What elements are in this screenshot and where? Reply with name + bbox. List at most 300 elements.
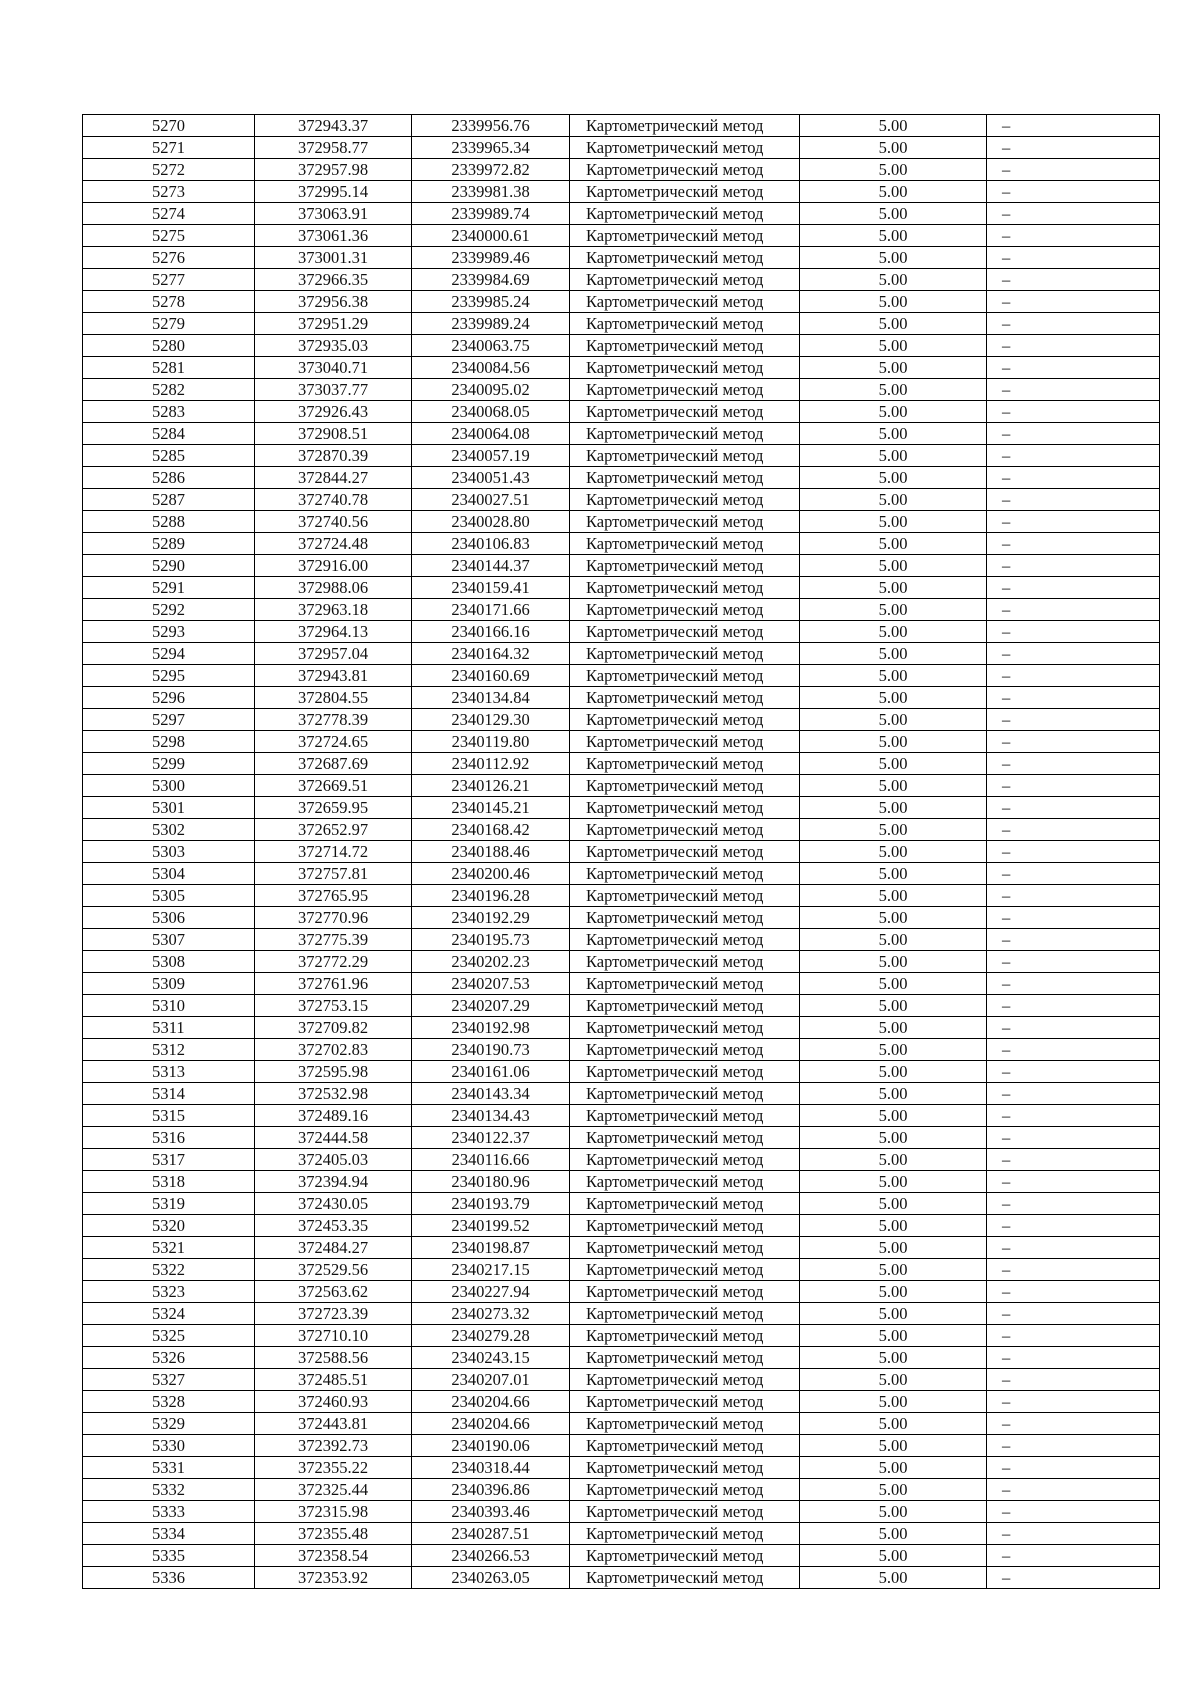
table-row	[83, 401, 1160, 423]
x-coordinate-cell: 372957.04	[255, 643, 412, 665]
table-row	[83, 533, 1160, 555]
accuracy-cell: 5.00	[800, 269, 987, 291]
point-number-cell: 5283	[83, 401, 255, 423]
method-cell: Картометрический метод	[570, 1127, 800, 1149]
accuracy-cell: 5.00	[800, 1215, 987, 1237]
method-cell: Картометрический метод	[570, 1237, 800, 1259]
table-row	[83, 951, 1160, 973]
x-coordinate-cell: 372958.77	[255, 137, 412, 159]
method-cell: Картометрический метод	[570, 841, 800, 863]
point-number-cell: 5313	[83, 1061, 255, 1083]
y-coordinate-cell: 2340129.30	[412, 709, 570, 731]
table-row	[83, 269, 1160, 291]
accuracy-cell: 5.00	[800, 335, 987, 357]
method-cell: Картометрический метод	[570, 1171, 800, 1193]
x-coordinate-cell: 372669.51	[255, 775, 412, 797]
x-coordinate-cell: 372588.56	[255, 1347, 412, 1369]
method-cell: Картометрический метод	[570, 1259, 800, 1281]
table-row	[83, 1193, 1160, 1215]
method-cell: Картометрический метод	[570, 929, 800, 951]
method-cell: Картометрический метод	[570, 863, 800, 885]
y-coordinate-cell: 2339984.69	[412, 269, 570, 291]
table-row	[83, 1237, 1160, 1259]
method-cell: Картометрический метод	[570, 621, 800, 643]
accuracy-cell: 5.00	[800, 1413, 987, 1435]
point-number-cell: 5274	[83, 203, 255, 225]
table-row	[83, 555, 1160, 577]
note-cell: –	[987, 489, 1160, 511]
x-coordinate-cell: 372775.39	[255, 929, 412, 951]
x-coordinate-cell: 372740.56	[255, 511, 412, 533]
note-cell: –	[987, 1105, 1160, 1127]
accuracy-cell: 5.00	[800, 1105, 987, 1127]
accuracy-cell: 5.00	[800, 643, 987, 665]
accuracy-cell: 5.00	[800, 863, 987, 885]
table-row	[83, 687, 1160, 709]
note-cell: –	[987, 511, 1160, 533]
point-number-cell: 5272	[83, 159, 255, 181]
table-row	[83, 489, 1160, 511]
point-number-cell: 5336	[83, 1567, 255, 1589]
x-coordinate-cell: 372804.55	[255, 687, 412, 709]
point-number-cell: 5291	[83, 577, 255, 599]
y-coordinate-cell: 2340068.05	[412, 401, 570, 423]
accuracy-cell: 5.00	[800, 1479, 987, 1501]
note-cell: –	[987, 577, 1160, 599]
note-cell: –	[987, 291, 1160, 313]
x-coordinate-cell: 372844.27	[255, 467, 412, 489]
accuracy-cell: 5.00	[800, 1171, 987, 1193]
method-cell: Картометрический метод	[570, 137, 800, 159]
accuracy-cell: 5.00	[800, 665, 987, 687]
point-number-cell: 5284	[83, 423, 255, 445]
y-coordinate-cell: 2340161.06	[412, 1061, 570, 1083]
note-cell: –	[987, 1303, 1160, 1325]
x-coordinate-cell: 372394.94	[255, 1171, 412, 1193]
x-coordinate-cell: 372485.51	[255, 1369, 412, 1391]
point-number-cell: 5295	[83, 665, 255, 687]
accuracy-cell: 5.00	[800, 1259, 987, 1281]
point-number-cell: 5326	[83, 1347, 255, 1369]
x-coordinate-cell: 372988.06	[255, 577, 412, 599]
table-row	[83, 1369, 1160, 1391]
table-row	[83, 643, 1160, 665]
accuracy-cell: 5.00	[800, 291, 987, 313]
y-coordinate-cell: 2340112.92	[412, 753, 570, 775]
note-cell: –	[987, 863, 1160, 885]
note-cell: –	[987, 357, 1160, 379]
accuracy-cell: 5.00	[800, 1017, 987, 1039]
x-coordinate-cell: 372740.78	[255, 489, 412, 511]
method-cell: Картометрический метод	[570, 1281, 800, 1303]
method-cell: Картометрический метод	[570, 1413, 800, 1435]
method-cell: Картометрический метод	[570, 1215, 800, 1237]
y-coordinate-cell: 2340192.98	[412, 1017, 570, 1039]
y-coordinate-cell: 2340192.29	[412, 907, 570, 929]
x-coordinate-cell: 372772.29	[255, 951, 412, 973]
y-coordinate-cell: 2340160.69	[412, 665, 570, 687]
method-cell: Картометрический метод	[570, 599, 800, 621]
note-cell: –	[987, 159, 1160, 181]
table-row	[83, 1567, 1160, 1589]
method-cell: Картометрический метод	[570, 753, 800, 775]
y-coordinate-cell: 2340134.43	[412, 1105, 570, 1127]
table-row	[83, 1127, 1160, 1149]
accuracy-cell: 5.00	[800, 797, 987, 819]
table-row	[83, 709, 1160, 731]
note-cell: –	[987, 643, 1160, 665]
accuracy-cell: 5.00	[800, 841, 987, 863]
table-row	[83, 1171, 1160, 1193]
note-cell: –	[987, 533, 1160, 555]
x-coordinate-cell: 372757.81	[255, 863, 412, 885]
x-coordinate-cell: 372444.58	[255, 1127, 412, 1149]
method-cell: Картометрический метод	[570, 1149, 800, 1171]
table-row	[83, 1545, 1160, 1567]
table-row	[83, 379, 1160, 401]
table-row	[83, 841, 1160, 863]
table-row	[83, 1303, 1160, 1325]
y-coordinate-cell: 2340193.79	[412, 1193, 570, 1215]
y-coordinate-cell: 2340204.66	[412, 1413, 570, 1435]
method-cell: Картометрический метод	[570, 577, 800, 599]
table-row	[83, 511, 1160, 533]
point-number-cell: 5318	[83, 1171, 255, 1193]
note-cell: –	[987, 819, 1160, 841]
accuracy-cell: 5.00	[800, 445, 987, 467]
accuracy-cell: 5.00	[800, 1545, 987, 1567]
point-number-cell: 5303	[83, 841, 255, 863]
note-cell: –	[987, 115, 1160, 137]
x-coordinate-cell: 372443.81	[255, 1413, 412, 1435]
y-coordinate-cell: 2340143.34	[412, 1083, 570, 1105]
note-cell: –	[987, 555, 1160, 577]
point-number-cell: 5319	[83, 1193, 255, 1215]
method-cell: Картометрический метод	[570, 291, 800, 313]
x-coordinate-cell: 372956.38	[255, 291, 412, 313]
y-coordinate-cell: 2340063.75	[412, 335, 570, 357]
y-coordinate-cell: 2340202.23	[412, 951, 570, 973]
table-row	[83, 1149, 1160, 1171]
accuracy-cell: 5.00	[800, 1149, 987, 1171]
note-cell: –	[987, 269, 1160, 291]
table-row	[83, 115, 1160, 137]
note-cell: –	[987, 445, 1160, 467]
point-number-cell: 5293	[83, 621, 255, 643]
note-cell: –	[987, 1259, 1160, 1281]
note-cell: –	[987, 775, 1160, 797]
x-coordinate-cell: 373040.71	[255, 357, 412, 379]
point-number-cell: 5315	[83, 1105, 255, 1127]
x-coordinate-cell: 372315.98	[255, 1501, 412, 1523]
point-number-cell: 5311	[83, 1017, 255, 1039]
note-cell: –	[987, 1479, 1160, 1501]
y-coordinate-cell: 2340195.73	[412, 929, 570, 951]
accuracy-cell: 5.00	[800, 1083, 987, 1105]
method-cell: Картометрический метод	[570, 335, 800, 357]
table-row	[83, 731, 1160, 753]
method-cell: Картометрический метод	[570, 1391, 800, 1413]
accuracy-cell: 5.00	[800, 731, 987, 753]
table-row	[83, 1017, 1160, 1039]
note-cell: –	[987, 313, 1160, 335]
table-row	[83, 203, 1160, 225]
table-row	[83, 885, 1160, 907]
accuracy-cell: 5.00	[800, 511, 987, 533]
x-coordinate-cell: 372355.22	[255, 1457, 412, 1479]
point-number-cell: 5323	[83, 1281, 255, 1303]
table-row	[83, 225, 1160, 247]
accuracy-cell: 5.00	[800, 159, 987, 181]
accuracy-cell: 5.00	[800, 819, 987, 841]
note-cell: –	[987, 1149, 1160, 1171]
method-cell: Картометрический метод	[570, 357, 800, 379]
y-coordinate-cell: 2340266.53	[412, 1545, 570, 1567]
table-row	[83, 599, 1160, 621]
y-coordinate-cell: 2340393.46	[412, 1501, 570, 1523]
y-coordinate-cell: 2339989.24	[412, 313, 570, 335]
method-cell: Картометрический метод	[570, 1325, 800, 1347]
method-cell: Картометрический метод	[570, 115, 800, 137]
note-cell: –	[987, 797, 1160, 819]
note-cell: –	[987, 1501, 1160, 1523]
point-number-cell: 5306	[83, 907, 255, 929]
point-number-cell: 5312	[83, 1039, 255, 1061]
note-cell: –	[987, 1545, 1160, 1567]
accuracy-cell: 5.00	[800, 1391, 987, 1413]
point-number-cell: 5327	[83, 1369, 255, 1391]
y-coordinate-cell: 2340180.96	[412, 1171, 570, 1193]
method-cell: Картометрический метод	[570, 467, 800, 489]
coordinates-table-body	[83, 115, 1160, 1589]
method-cell: Картометрический метод	[570, 1567, 800, 1589]
table-row	[83, 1083, 1160, 1105]
point-number-cell: 5331	[83, 1457, 255, 1479]
x-coordinate-cell: 372353.92	[255, 1567, 412, 1589]
y-coordinate-cell: 2340106.83	[412, 533, 570, 555]
x-coordinate-cell: 372966.35	[255, 269, 412, 291]
accuracy-cell: 5.00	[800, 1457, 987, 1479]
method-cell: Картометрический метод	[570, 885, 800, 907]
y-coordinate-cell: 2340000.61	[412, 225, 570, 247]
table-row	[83, 467, 1160, 489]
y-coordinate-cell: 2340396.86	[412, 1479, 570, 1501]
table-row	[83, 1391, 1160, 1413]
x-coordinate-cell: 373063.91	[255, 203, 412, 225]
method-cell: Картометрический метод	[570, 1545, 800, 1567]
x-coordinate-cell: 372724.65	[255, 731, 412, 753]
accuracy-cell: 5.00	[800, 599, 987, 621]
x-coordinate-cell: 372453.35	[255, 1215, 412, 1237]
x-coordinate-cell: 372702.83	[255, 1039, 412, 1061]
point-number-cell: 5321	[83, 1237, 255, 1259]
table-row	[83, 621, 1160, 643]
y-coordinate-cell: 2340217.15	[412, 1259, 570, 1281]
y-coordinate-cell: 2340207.29	[412, 995, 570, 1017]
table-row	[83, 1501, 1160, 1523]
note-cell: –	[987, 1281, 1160, 1303]
table-row	[83, 291, 1160, 313]
point-number-cell: 5287	[83, 489, 255, 511]
table-row	[83, 445, 1160, 467]
note-cell: –	[987, 225, 1160, 247]
point-number-cell: 5273	[83, 181, 255, 203]
y-coordinate-cell: 2340144.37	[412, 555, 570, 577]
point-number-cell: 5290	[83, 555, 255, 577]
table-row	[83, 907, 1160, 929]
accuracy-cell: 5.00	[800, 1303, 987, 1325]
coordinates-table	[82, 114, 1160, 1589]
x-coordinate-cell: 372753.15	[255, 995, 412, 1017]
point-number-cell: 5330	[83, 1435, 255, 1457]
y-coordinate-cell: 2340243.15	[412, 1347, 570, 1369]
note-cell: –	[987, 379, 1160, 401]
method-cell: Картометрический метод	[570, 907, 800, 929]
x-coordinate-cell: 373061.36	[255, 225, 412, 247]
point-number-cell: 5296	[83, 687, 255, 709]
note-cell: –	[987, 401, 1160, 423]
method-cell: Картометрический метод	[570, 313, 800, 335]
accuracy-cell: 5.00	[800, 1501, 987, 1523]
accuracy-cell: 5.00	[800, 907, 987, 929]
x-coordinate-cell: 372430.05	[255, 1193, 412, 1215]
y-coordinate-cell: 2340027.51	[412, 489, 570, 511]
note-cell: –	[987, 1523, 1160, 1545]
x-coordinate-cell: 372908.51	[255, 423, 412, 445]
accuracy-cell: 5.00	[800, 115, 987, 137]
y-coordinate-cell: 2340190.06	[412, 1435, 570, 1457]
y-coordinate-cell: 2340064.08	[412, 423, 570, 445]
x-coordinate-cell: 372935.03	[255, 335, 412, 357]
table-row	[83, 1281, 1160, 1303]
note-cell: –	[987, 1215, 1160, 1237]
y-coordinate-cell: 2340122.37	[412, 1127, 570, 1149]
table-row	[83, 159, 1160, 181]
note-cell: –	[987, 1237, 1160, 1259]
accuracy-cell: 5.00	[800, 621, 987, 643]
table-row	[83, 1215, 1160, 1237]
y-coordinate-cell: 2340273.32	[412, 1303, 570, 1325]
accuracy-cell: 5.00	[800, 181, 987, 203]
table-row	[83, 1061, 1160, 1083]
point-number-cell: 5317	[83, 1149, 255, 1171]
point-number-cell: 5288	[83, 511, 255, 533]
point-number-cell: 5277	[83, 269, 255, 291]
note-cell: –	[987, 841, 1160, 863]
note-cell: –	[987, 1171, 1160, 1193]
accuracy-cell: 5.00	[800, 1061, 987, 1083]
accuracy-cell: 5.00	[800, 1193, 987, 1215]
point-number-cell: 5300	[83, 775, 255, 797]
x-coordinate-cell: 373037.77	[255, 379, 412, 401]
x-coordinate-cell: 372926.43	[255, 401, 412, 423]
table-row	[83, 1413, 1160, 1435]
method-cell: Картометрический метод	[570, 1457, 800, 1479]
table-row	[83, 775, 1160, 797]
point-number-cell: 5276	[83, 247, 255, 269]
table-row	[83, 1039, 1160, 1061]
point-number-cell: 5298	[83, 731, 255, 753]
x-coordinate-cell: 372963.18	[255, 599, 412, 621]
note-cell: –	[987, 599, 1160, 621]
point-number-cell: 5286	[83, 467, 255, 489]
note-cell: –	[987, 709, 1160, 731]
method-cell: Картометрический метод	[570, 1083, 800, 1105]
x-coordinate-cell: 372943.37	[255, 115, 412, 137]
method-cell: Картометрический метод	[570, 181, 800, 203]
point-number-cell: 5294	[83, 643, 255, 665]
y-coordinate-cell: 2340204.66	[412, 1391, 570, 1413]
y-coordinate-cell: 2340207.01	[412, 1369, 570, 1391]
note-cell: –	[987, 335, 1160, 357]
method-cell: Картометрический метод	[570, 973, 800, 995]
point-number-cell: 5302	[83, 819, 255, 841]
accuracy-cell: 5.00	[800, 247, 987, 269]
x-coordinate-cell: 372710.10	[255, 1325, 412, 1347]
accuracy-cell: 5.00	[800, 467, 987, 489]
note-cell: –	[987, 995, 1160, 1017]
point-number-cell: 5292	[83, 599, 255, 621]
y-coordinate-cell: 2340199.52	[412, 1215, 570, 1237]
accuracy-cell: 5.00	[800, 1281, 987, 1303]
table-row	[83, 1325, 1160, 1347]
x-coordinate-cell: 372778.39	[255, 709, 412, 731]
x-coordinate-cell: 372484.27	[255, 1237, 412, 1259]
table-row	[83, 1105, 1160, 1127]
point-number-cell: 5328	[83, 1391, 255, 1413]
y-coordinate-cell: 2339956.76	[412, 115, 570, 137]
method-cell: Картометрический метод	[570, 1017, 800, 1039]
note-cell: –	[987, 1083, 1160, 1105]
note-cell: –	[987, 1127, 1160, 1149]
point-number-cell: 5304	[83, 863, 255, 885]
point-number-cell: 5335	[83, 1545, 255, 1567]
accuracy-cell: 5.00	[800, 313, 987, 335]
y-coordinate-cell: 2340263.05	[412, 1567, 570, 1589]
method-cell: Картометрический метод	[570, 1501, 800, 1523]
x-coordinate-cell: 372723.39	[255, 1303, 412, 1325]
method-cell: Картометрический метод	[570, 445, 800, 467]
table-row	[83, 357, 1160, 379]
y-coordinate-cell: 2339989.46	[412, 247, 570, 269]
table-row	[83, 247, 1160, 269]
table-row	[83, 819, 1160, 841]
y-coordinate-cell: 2340198.87	[412, 1237, 570, 1259]
table-row	[83, 863, 1160, 885]
point-number-cell: 5320	[83, 1215, 255, 1237]
point-number-cell: 5329	[83, 1413, 255, 1435]
method-cell: Картометрический метод	[570, 1303, 800, 1325]
note-cell: –	[987, 1457, 1160, 1479]
point-number-cell: 5301	[83, 797, 255, 819]
method-cell: Картометрический метод	[570, 643, 800, 665]
table-row	[83, 577, 1160, 599]
y-coordinate-cell: 2340279.28	[412, 1325, 570, 1347]
note-cell: –	[987, 203, 1160, 225]
y-coordinate-cell: 2340095.02	[412, 379, 570, 401]
y-coordinate-cell: 2340168.42	[412, 819, 570, 841]
x-coordinate-cell: 372765.95	[255, 885, 412, 907]
x-coordinate-cell: 372770.96	[255, 907, 412, 929]
y-coordinate-cell: 2340159.41	[412, 577, 570, 599]
table-row	[83, 665, 1160, 687]
x-coordinate-cell: 372659.95	[255, 797, 412, 819]
note-cell: –	[987, 1325, 1160, 1347]
method-cell: Картометрический метод	[570, 1479, 800, 1501]
table-row	[83, 181, 1160, 203]
y-coordinate-cell: 2339965.34	[412, 137, 570, 159]
table-row	[83, 753, 1160, 775]
